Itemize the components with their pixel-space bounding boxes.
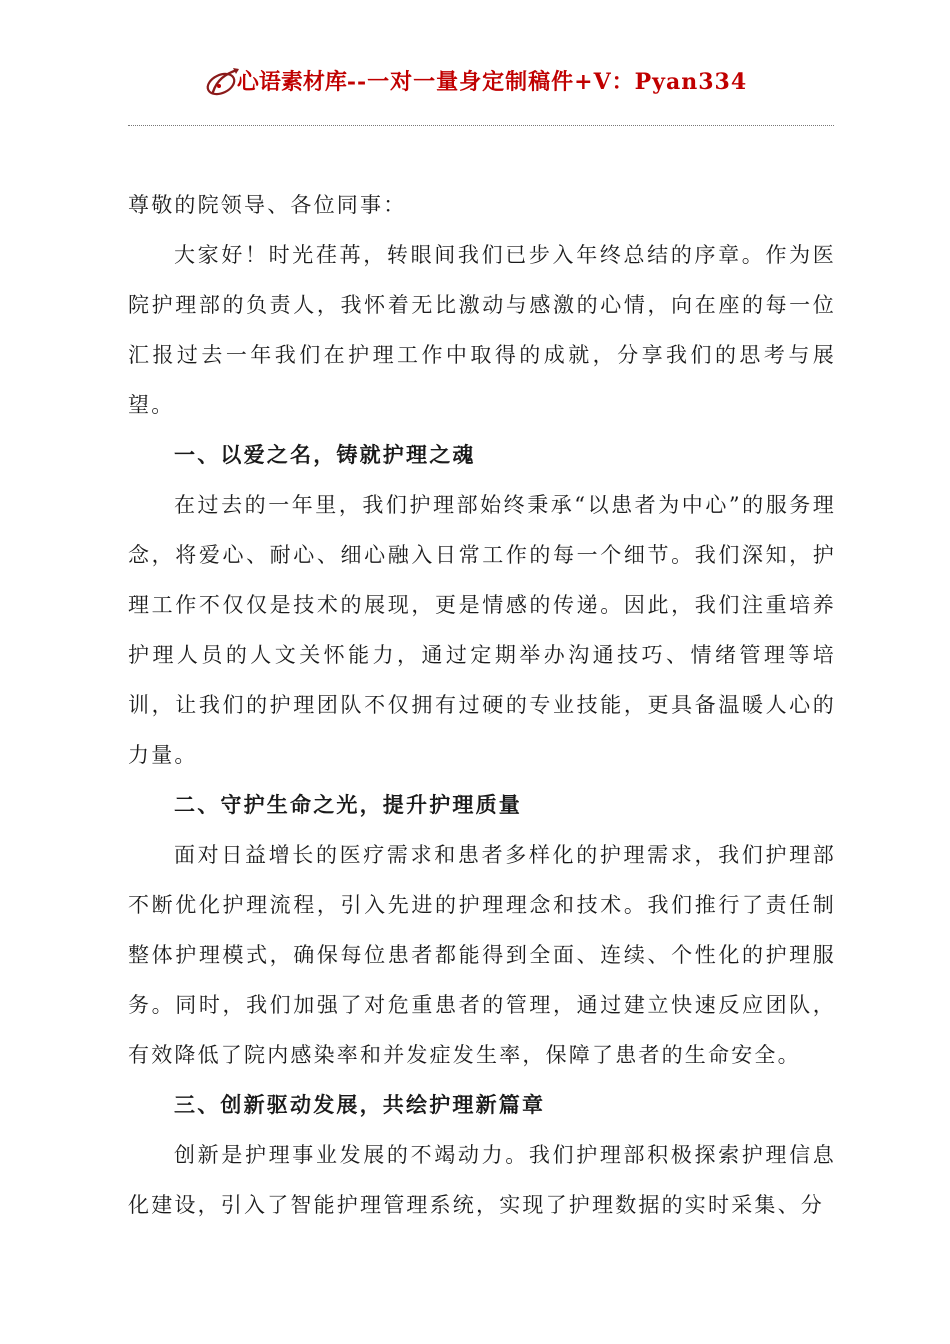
greeting: 尊敬的院领导、各位同事： <box>128 193 407 217</box>
section-1-title: 一、以爱之名，铸就护理之魂 <box>174 442 476 467</box>
header-divider <box>128 125 834 126</box>
section-1-paragraph: 在过去的一年里，我们护理部始终秉承“以患者为中心”的服务理念，将爱心、耐心、细心融入日常工作的每一个细节。我们深知，护理工作不仅仅是技术的展现，更是情感的传递。因此，我们注重培养护理人员的人文关怀能力，通过定期举办沟通技巧、情绪管理等培训，让我们的护理团队不仅拥有过硬的专业技能，更具备温暖人心的力量。 <box>128 493 836 767</box>
page-header <box>0 56 950 104</box>
header-tagline: --一对一量身定制稿件+V：Pyan334 <box>346 68 748 95</box>
section-3-title: 三、创新驱动发展，共绘护理新篇章 <box>174 1092 546 1117</box>
document-body <box>128 180 836 1230</box>
section-3-paragraph: 创新是护理事业发展的不竭动力。我们护理部积极探索护理信息化建设，引入了智能护理管理系统，实现了护理数据的实时采集、分 <box>128 1143 836 1217</box>
intro-paragraph: 大家好！时光荏苒，转眼间我们已步入年终总结的序章。作为医院护理部的负责人，我怀着无比激动与感激的心情，向在座的每一位汇报过去一年我们在护理工作中取得的成就，分享我们的思考与展望。 <box>128 243 836 417</box>
brand-name: 心语素材库 <box>236 68 347 95</box>
section-2-paragraph: 面对日益增长的医疗需求和患者多样化的护理需求，我们护理部不断优化护理流程，引入先进的护理理念和技术。我们推行了责任制整体护理模式，确保每位患者都能得到全面、连续、个性化的护理服务。同时，我们加强了对危重患者的管理，通过建立快速反应团队，有效降低了院内感染率和并发症发生率，保障了患者的生命安全。 <box>128 843 836 1067</box>
brand-logo-icon <box>203 62 243 102</box>
section-2-title: 二、守护生命之光，提升护理质量 <box>174 792 522 817</box>
